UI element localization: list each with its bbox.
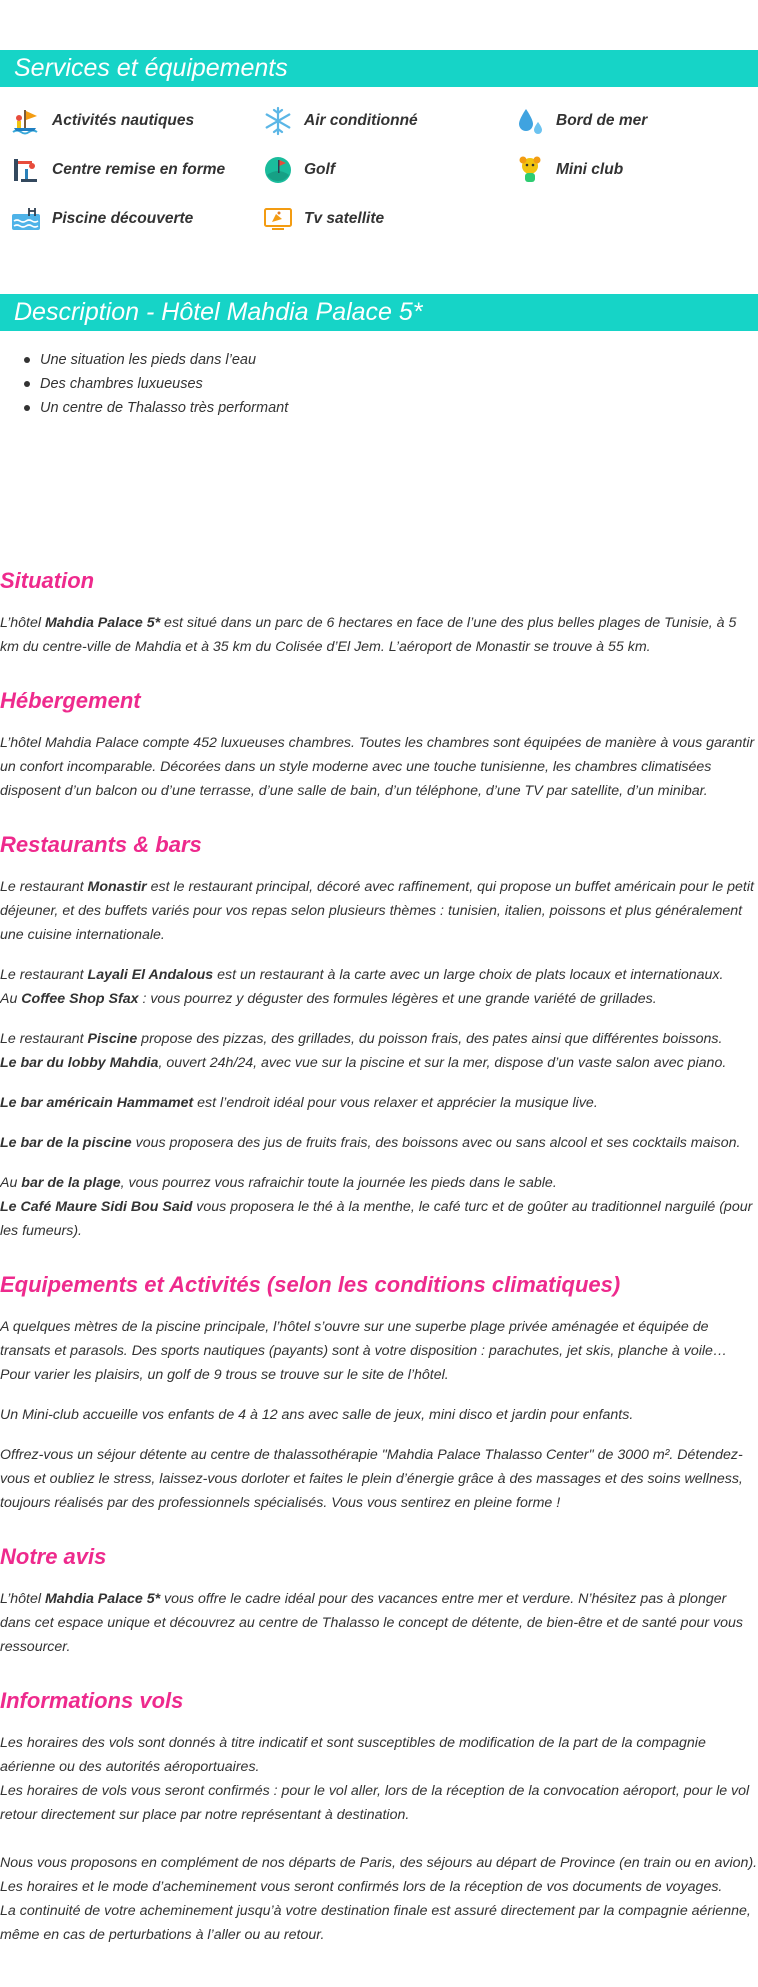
water-drop-icon <box>512 105 548 137</box>
service-label: Golf <box>304 161 335 178</box>
situation-title: Situation <box>0 568 95 593</box>
restaurants-paragraph: Au bar de la plage, vous pourrez vous rafraichir toute la journée les pieds dans le sable. Le Café Maure Sidi Bou Said vous proposera le thé à la menthe, le café turc et de goûter au traditionnel narguilé (pour les fumeurs). <box>0 1175 753 1239</box>
hebergement-title: Hébergement <box>0 688 141 713</box>
situation-paragraph: L’hôtel Mahdia Palace 5* est situé dans un parc de 6 hectares en face de l’une des plus belles plages de Tunisie, à 5 km du centre-ville de Mahdia et à 35 km du Colisée d’El Jem. L’aéroport de Monastir se trouve à 55 km. <box>0 615 737 655</box>
service-label: Centre remise en forme <box>52 161 226 178</box>
restaurants-title: Restaurants & bars <box>0 832 202 857</box>
service-item <box>260 105 418 137</box>
service-item <box>8 105 194 137</box>
equipements-paragraph: Offrez-vous un séjour détente au centre de thalassothérapie "Mahdia Palace Thalasso Center" de 3000 m². Détendez-vous et oubliez le stress, laissez-vous dorloter et faites le plein d’énergie grâce à des massages et des soins wellness, toujours réalisés par des professionnels spécialisés. Vous vous sentirez en pleine forme ! <box>0 1447 743 1511</box>
service-item <box>512 105 647 137</box>
vols-title: Informations vols <box>0 1688 184 1713</box>
vols-paragraph: Les horaires des vols sont donnés à titre indicatif et sont susceptibles de modification de la part de la compagnie aérienne ou des autorités aéroportuaires. Les horaires de vols vous seront confirmés : pour le vol aller, lors de la réception de la convocation aéroport, pour le vol retour directement sur place par notre représentant à destination. <box>0 1735 750 1823</box>
hebergement-paragraph: L’hôtel Mahdia Palace compte 452 luxueuses chambres. Toutes les chambres sont équipées de manière à vous garantir un confort incomparable. Décorées dans un style moderne avec une touche tunisienne, les chambres climatisées disposent d’un balcon ou d’une terrasse, d’une salle de bain, d’un téléphone, d’une TV par satellite, d’un minibar. <box>0 735 755 799</box>
services-banner <box>0 50 758 87</box>
equipements-title: Equipements et Activités (selon les conditions climatiques) <box>0 1272 621 1297</box>
service-item <box>260 203 384 235</box>
service-label: Piscine découverte <box>52 210 194 227</box>
restaurants-paragraph: Le restaurant Monastir est le restaurant principal, décoré avec raffinement, qui propose un buffet américain pour le petit déjeuner, et des buffets variés pour vos repas selon plusieurs thèmes : tunisien, italien, poissons et plus généralement une cuisine internationale. <box>0 879 754 943</box>
vols-paragraph: Nous vous proposons en complément de nos départs de Paris, des séjours au départ de Province (en train ou en avion). Les horaires et le mode d’acheminement vous seront confirmés lors de la réception de vos documents de voyages. La continuité de votre acheminement jusqu’à votre destination finale est assuré directement par la compagnie aérienne, même en cas de perturbations à l’aller ou au retour. <box>0 1855 758 1943</box>
tv-satellite-icon <box>260 203 296 235</box>
service-label: Tv satellite <box>304 210 385 227</box>
restaurants-paragraph: Le bar de la piscine vous proposera des jus de fruits frais, des boissons avec ou sans alcool et ses cocktails maison. <box>0 1135 741 1151</box>
nautical-icon <box>8 105 44 137</box>
service-item <box>512 154 623 186</box>
restaurants-paragraph: Le restaurant Layali El Andalous est un restaurant à la carte avec un large choix de plats locaux et internationaux. Au Coffee Shop Sfax : vous pourrez y déguster des formules légères et une grande variété de grillades. <box>0 967 724 1007</box>
description-bullets <box>22 348 288 420</box>
equipements-paragraph: Un Mini-club accueille vos enfants de 4 à 12 ans avec salle de jeux, mini disco et jardin pour enfants. <box>0 1407 634 1423</box>
service-label: Air conditionné <box>304 112 418 129</box>
fitness-icon <box>8 154 44 186</box>
service-item <box>8 154 225 186</box>
service-label: Bord de mer <box>556 112 648 129</box>
restaurants-paragraph: Le bar américain Hammamet est l’endroit idéal pour vous relaxer et apprécier la musique live. <box>0 1095 598 1111</box>
list-item: Une situation les pieds dans l’eau <box>22 348 288 372</box>
pool-icon <box>8 203 44 235</box>
avis-title: Notre avis <box>0 1544 107 1569</box>
list-item: Des chambres luxueuses <box>22 372 288 396</box>
description-banner <box>0 294 758 331</box>
snowflake-icon <box>260 105 296 137</box>
equipements-paragraph: A quelques mètres de la piscine principale, l’hôtel s’ouvre sur une superbe plage privée aménagée et équipée de transats et parasols. Des sports nautiques (payants) sont à votre disposition : parachutes, jet skis, planche à voile… Pour varier les plaisirs, un golf de 9 trous se trouve sur le site de l’hôtel. <box>0 1319 728 1383</box>
mini-club-icon <box>512 154 548 186</box>
service-label: Mini club <box>556 161 624 178</box>
list-item: Un centre de Thalasso très performant <box>22 396 288 420</box>
restaurants-paragraph: Le restaurant Piscine propose des pizzas, des grillades, du poisson frais, des pates ainsi que différentes boissons. Le bar du lobby Mahdia, ouvert 24h/24, avec vue sur la piscine et sur la mer, dispose d’un vaste salon avec piano. <box>0 1031 727 1071</box>
description-title: Description - Hôtel Mahdia Palace 5* <box>14 298 423 326</box>
service-item <box>260 154 335 186</box>
service-label: Activités nautiques <box>52 112 195 129</box>
services-title: Services et équipements <box>14 54 288 82</box>
golf-icon <box>260 154 296 186</box>
avis-paragraph: L’hôtel Mahdia Palace 5* vous offre le cadre idéal pour des vacances entre mer et verdure. N’hésitez pas à plonger dans cet espace unique et découvrez au centre de Thalasso le concept de détente, de bien-être et de santé pour vous ressourcer. <box>0 1591 743 1655</box>
service-item <box>8 203 193 235</box>
